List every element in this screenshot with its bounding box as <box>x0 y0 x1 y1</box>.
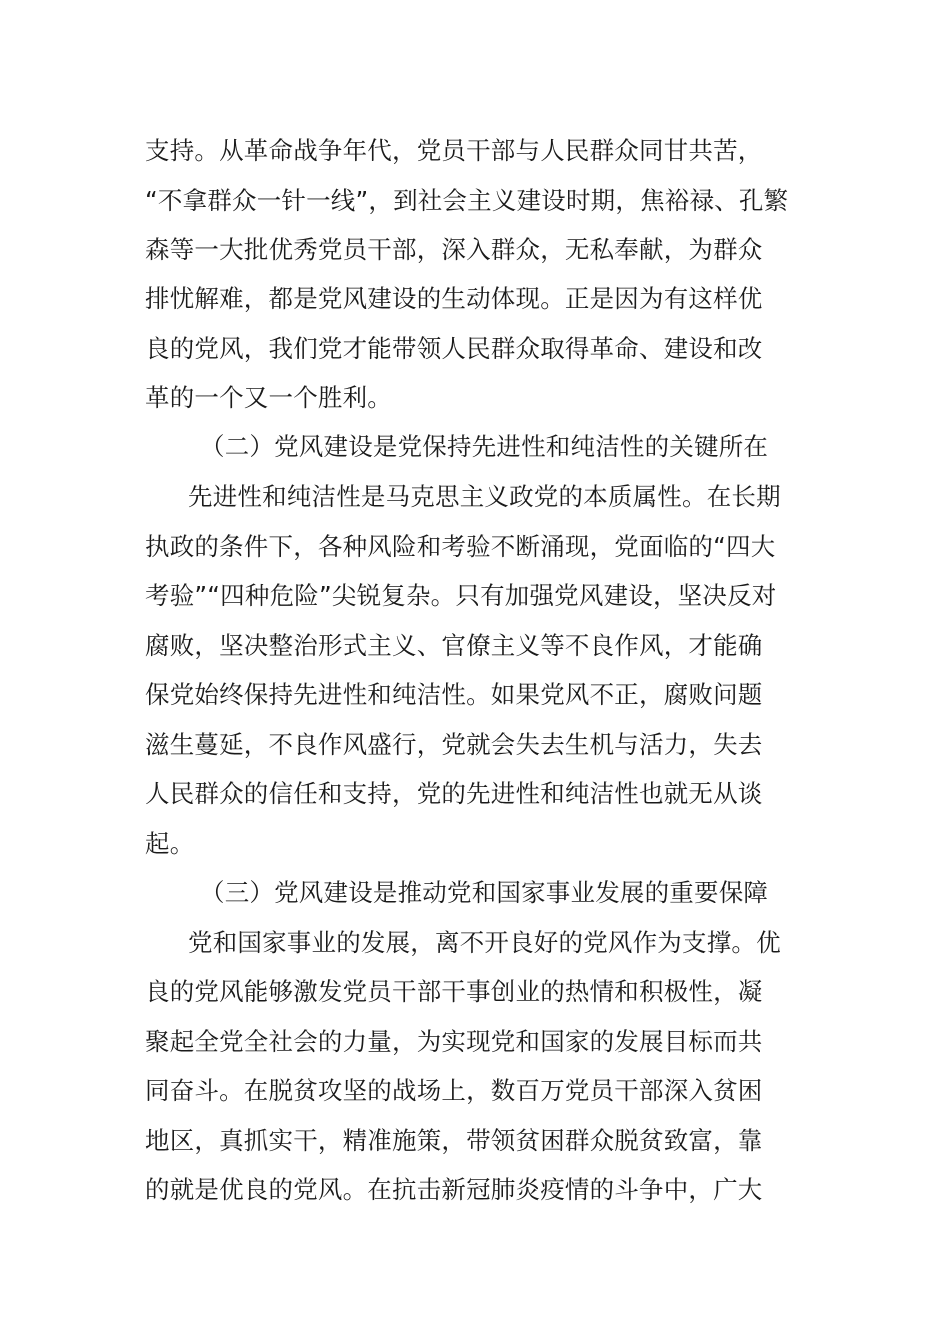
text-line: 滋生蔓延，不良作风盛行，党就会失去生机与活力，失去 <box>145 730 763 759</box>
text-line: 同奋斗。在脱贫攻坚的战场上，数百万党员干部深入贫困 <box>145 1076 763 1105</box>
text-line: 良的党风能够激发党员干部干事创业的热情和积极性，凝 <box>145 977 763 1006</box>
text-line: 支持。从革命战争年代，党员干部与人民群众同甘共苦， <box>145 136 763 165</box>
text-line: 保党始终保持先进性和纯洁性。如果党风不正，腐败问题 <box>145 680 763 709</box>
text-line: 人民群众的信任和支持，党的先进性和纯洁性也就无从谈 <box>145 779 763 808</box>
text-line: 党和国家事业的发展，离不开良好的党风作为支撑。优 <box>188 928 781 957</box>
text-line: 革的一个又一个胜利。 <box>145 383 392 412</box>
text-line: 地区，真抓实干，精准施策，带领贫困群众脱贫致富，靠 <box>145 1126 763 1155</box>
text-line: 执政的条件下，各种风险和考验不断涌现，党面临的“四大 <box>145 532 776 561</box>
text-line: 腐败，坚决整治形式主义、官僚主义等不良作风，才能确 <box>145 631 763 660</box>
text-line: 森等一大批优秀党员干部，深入群众，无私奉献，为群众 <box>145 235 763 264</box>
section-heading: （二）党风建设是党保持先进性和纯洁性的关键所在 <box>200 432 769 461</box>
section-heading: （三）党风建设是推动党和国家事业发展的重要保障 <box>200 878 769 907</box>
text-line: 的就是优良的党风。在抗击新冠肺炎疫情的斗争中，广大 <box>145 1175 763 1204</box>
text-line: 良的党风，我们党才能带领人民群众取得革命、建设和改 <box>145 334 763 363</box>
text-line: “不拿群众一针一线”，到社会主义建设时期，焦裕禄、孔繁 <box>145 186 789 215</box>
text-line: 先进性和纯洁性是马克思主义政党的本质属性。在长期 <box>188 482 781 511</box>
text-line: 排忧解难，都是党风建设的生动体现。正是因为有这样优 <box>145 284 763 313</box>
text-line: 起。 <box>145 829 195 858</box>
text-line: 考验”“四种危险”尖锐复杂。只有加强党风建设，坚决反对 <box>145 581 777 610</box>
text-line: 聚起全党全社会的力量，为实现党和国家的发展目标而共 <box>145 1027 763 1056</box>
